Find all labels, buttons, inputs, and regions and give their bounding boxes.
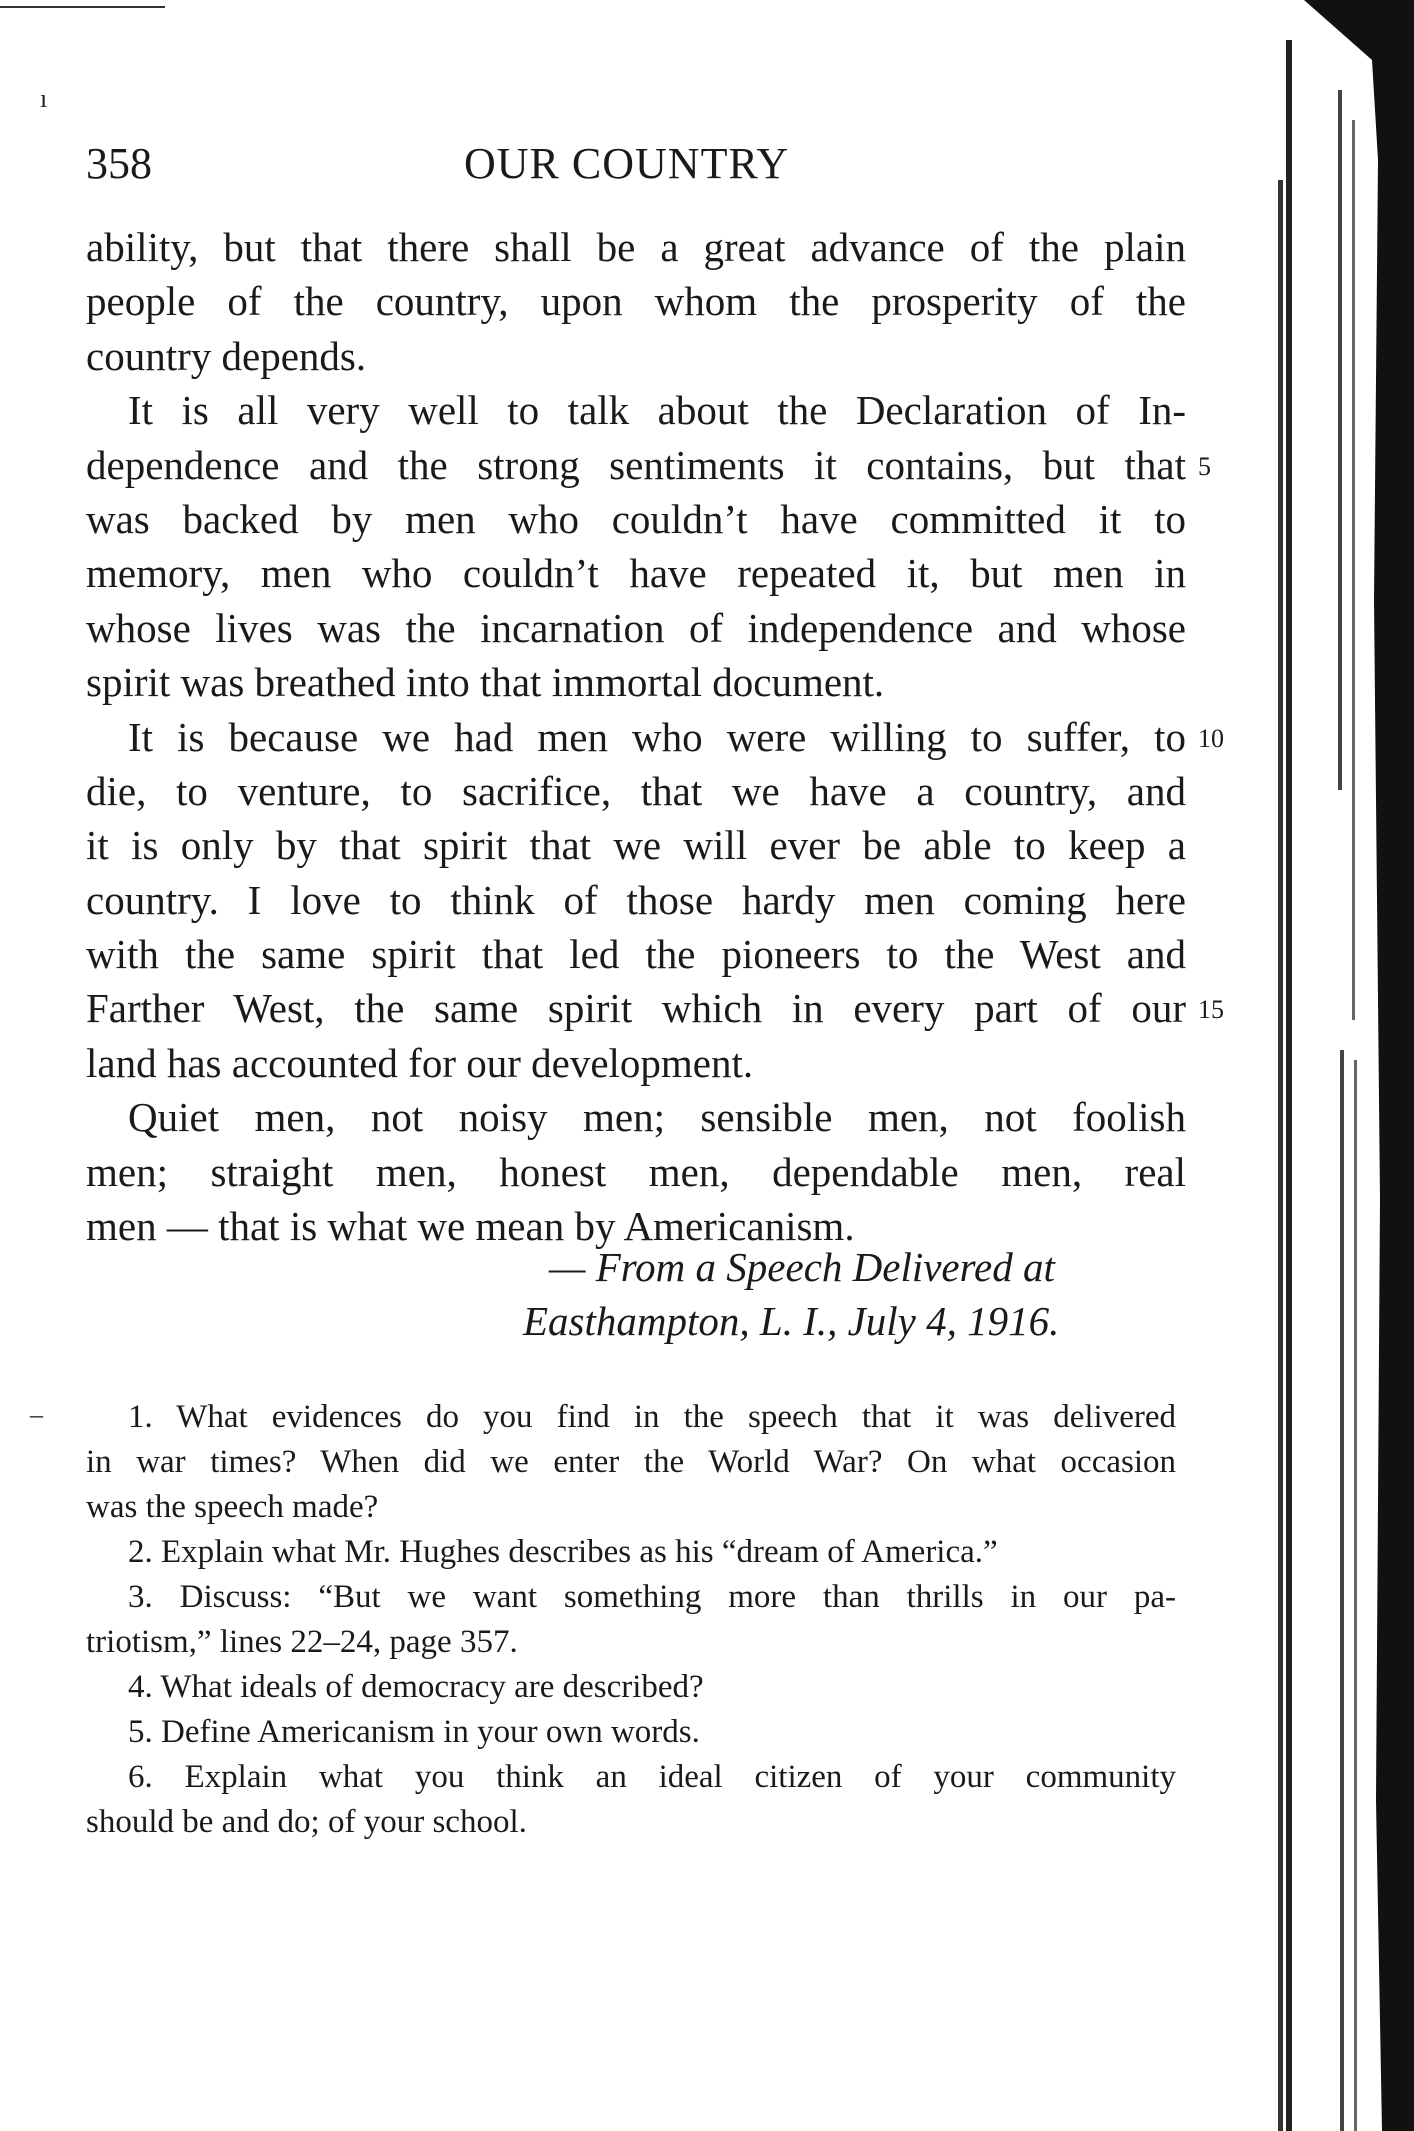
scanned-page-edge [1264, 0, 1414, 2131]
body-text [86, 220, 1224, 1253]
text-line: country. I love to think of those hardy men coming here [86, 876, 1186, 923]
question-text: Discuss: “But we want something more than thrills in our pa- [179, 1579, 1176, 1615]
question-number: 2. [128, 1534, 153, 1570]
line-number-5: 5 [1198, 451, 1211, 481]
text-line: whose lives was the incarnation of independence and whose [86, 604, 1186, 651]
text-line: Quiet men, not noisy men; sensible men, not foolish [128, 1094, 1186, 1141]
question-text: What evidences do you find in the speech that it was delivered [176, 1399, 1176, 1435]
text-line: It is all very well to talk about the Declaration of In- [128, 387, 1186, 434]
question-text: Explain what Mr. Hughes describes as his “dream of America.” [161, 1534, 998, 1570]
question-text: Explain what you think an ideal citizen of your community [184, 1759, 1176, 1795]
question-6 [86, 1755, 1176, 1800]
line-number-15: 15 [1198, 995, 1224, 1025]
text-line: land has accounted for our development. [86, 1039, 754, 1086]
text-line-5 [86, 438, 1211, 492]
question-text-line: should be and do; of your school. [86, 1804, 527, 1840]
text-line: ability, but that there shall be a great advance of the plain [86, 224, 1186, 270]
text-line: with the same spirit that led the pioneers to the West and [86, 931, 1186, 978]
question-text-line: in war times? When did we enter the World War? On what occasion [86, 1444, 1176, 1480]
study-questions [86, 1395, 1176, 1845]
attribution-line-1: — From a Speech Delivered at [549, 1244, 1055, 1290]
question-2 [86, 1530, 1176, 1575]
text-line: spirit was breathed into that immortal document. [86, 659, 885, 706]
running-title: OUR COUNTRY [464, 139, 790, 188]
page-number: 358 [86, 139, 152, 188]
text-line: it is only by that spirit that we will ever be able to keep a [86, 822, 1186, 869]
scan-mark-top-left: ı [40, 84, 48, 113]
question-number: 4. [128, 1669, 153, 1705]
text-line: die, to venture, to sacrifice, that we have a country, and [86, 767, 1186, 814]
text-line-content: dependence and the strong sentiments it contains, but that [86, 441, 1186, 488]
text-line-content: Farther West, the same spirit which in every part of our [86, 985, 1186, 1032]
question-number: 3. [128, 1579, 153, 1615]
text-line-10 [86, 710, 1224, 764]
text-line-content: It is because we had men who were willing to suffer, to [128, 713, 1186, 760]
running-head [86, 138, 1186, 188]
question-4 [86, 1665, 1176, 1710]
question-3 [86, 1575, 1176, 1620]
text-line-15 [86, 981, 1224, 1035]
question-text-line: triotism,” lines 22–24, page 357. [86, 1624, 518, 1660]
question-text: What ideals of democracy are described? [160, 1669, 704, 1705]
question-number: 6. [128, 1759, 153, 1795]
line-number-10: 10 [1198, 723, 1224, 753]
text-line: country depends. [86, 332, 367, 379]
question-number: 5. [128, 1714, 153, 1750]
speech-attribution [86, 1240, 1186, 1348]
question-text: Define Americanism in your own words. [161, 1714, 700, 1750]
question-1 [86, 1395, 1176, 1440]
scan-mark-left: – [30, 1400, 43, 1429]
attribution-line-2: Easthampton, L. I., July 4, 1916. [523, 1298, 1060, 1344]
text-line: memory, men who couldn’t have repeated it, but men in [86, 550, 1186, 597]
question-number: 1. [128, 1399, 153, 1435]
text-line: was backed by men who couldn’t have committed it to [86, 495, 1186, 542]
text-line: men — that is what we mean by Americanism. [86, 1203, 855, 1250]
question-5 [86, 1710, 1176, 1755]
text-line: men; straight men, honest men, dependable men, real [86, 1148, 1186, 1195]
question-text-line: was the speech made? [86, 1489, 379, 1525]
scan-top-rule [0, 6, 165, 8]
text-line: people of the country, upon whom the prosperity of the [86, 278, 1186, 325]
